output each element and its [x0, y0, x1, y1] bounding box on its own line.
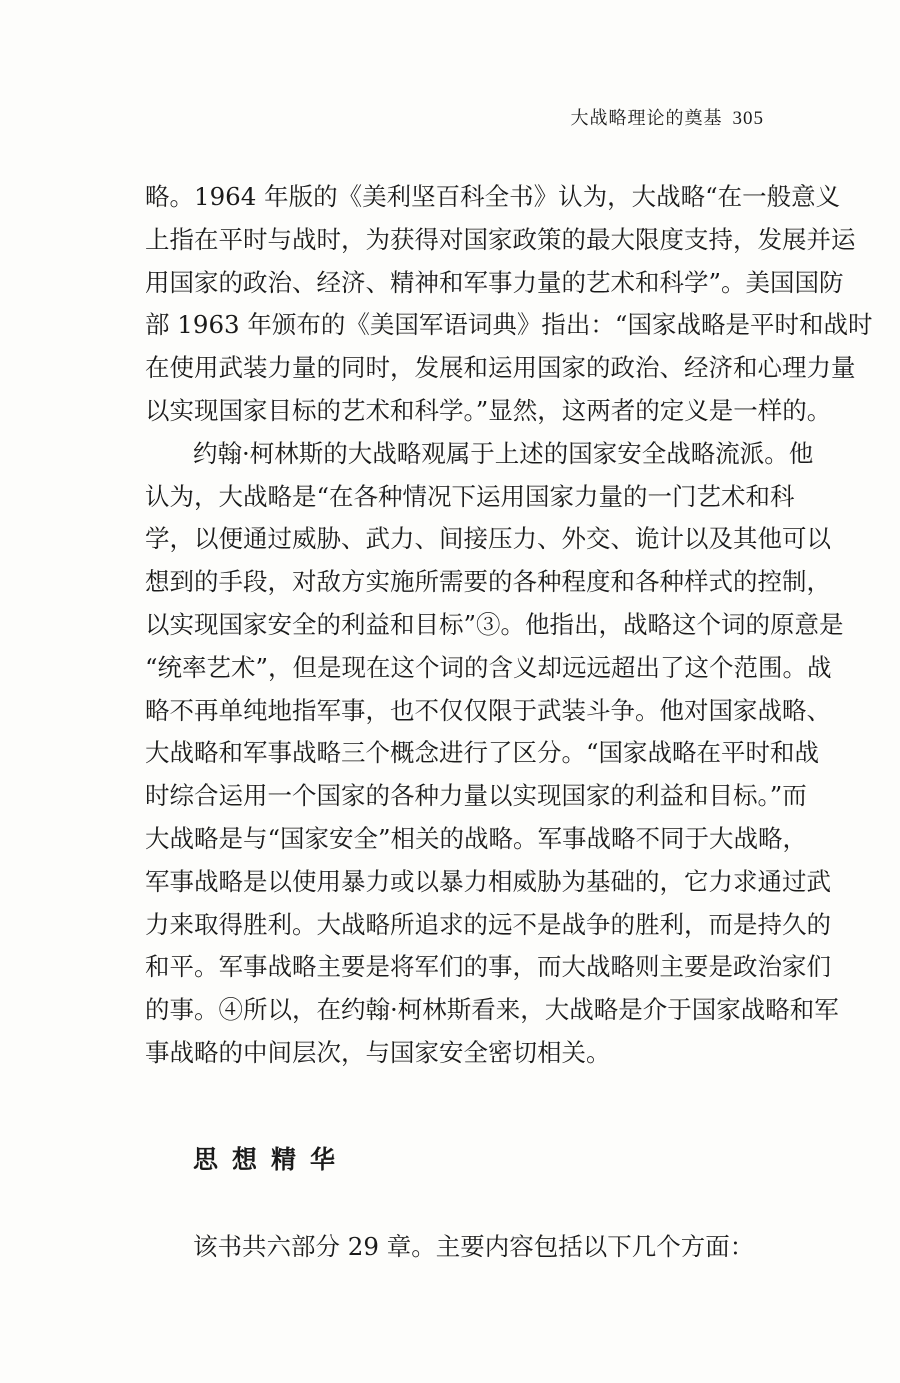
text-line: 认为，大战略是“在各种情况下运用国家力量的一门艺术和科 — [145, 481, 795, 511]
paragraph-2 — [145, 433, 844, 1075]
section-heading: 思想精华 — [193, 1145, 350, 1174]
text-line: “统率艺术”，但是现在这个词的含义却远远超出了这个范围。战 — [145, 652, 832, 682]
text-line: 大战略和军事战略三个概念进行了区分。“国家战略在平时和战 — [145, 738, 820, 768]
chapter-title: 大战略理论的奠基 — [570, 108, 723, 129]
text-line: 力来取得胜利。大战略所追求的远不是战争的胜利，而是持久的 — [145, 909, 831, 939]
text-line: 以实现国家安全的利益和目标”③。他指出，战略这个词的原意是 — [145, 609, 844, 639]
text-line: 和平。军事战略主要是将军们的事，而大战略则主要是政治家们 — [145, 952, 831, 982]
paragraph-1 — [145, 176, 873, 433]
text-line: 在使用武装力量的同时，发展和运用国家的政治、经济和心理力量 — [145, 353, 856, 383]
text-line: 用国家的政治、经济、精神和军事力量的艺术和科学”。美国国防 — [145, 267, 844, 297]
text-line: 约翰·柯林斯的大战略观属于上述的国家安全战略流派。他 — [193, 438, 814, 468]
text-line: 的事。④所以，在约翰·柯林斯看来，大战略是介于国家战略和军 — [145, 995, 839, 1025]
text-line: 部 1963 年颁布的《美国军语词典》指出：“国家战略是平时和战时 — [145, 310, 873, 340]
text-line: 学，以便通过威胁、武力、间接压力、外交、诡计以及其他可以 — [145, 524, 831, 554]
page-number: 305 — [732, 108, 764, 129]
text-line: 上指在平时与战时，为获得对国家政策的最大限度支持，发展并运 — [145, 224, 856, 254]
body-text — [145, 176, 873, 1075]
text-line: 事战略的中间层次，与国家安全密切相关。 — [145, 1037, 611, 1067]
section-intro: 该书共六部分 29 章。主要内容包括以下几个方面： — [193, 1232, 755, 1261]
running-header — [571, 104, 765, 130]
text-line: 略不再单纯地指军事，也不仅仅限于武装斗争。他对国家战略、 — [145, 695, 831, 725]
text-line: 略。1964 年版的《美利坚百科全书》认为，大战略“在一般意义 — [145, 182, 841, 211]
text-line: 以实现国家目标的艺术和科学。”显然，这两者的定义是一样的。 — [145, 395, 832, 425]
text-line: 军事战略是以使用暴力或以暴力相威胁为基础的，它力求通过武 — [145, 866, 831, 896]
text-line: 时综合运用一个国家的各种力量以实现国家的利益和目标。”而 — [145, 781, 807, 811]
text-line: 想到的手段，对敌方实施所需要的各种程度和各种样式的控制， — [145, 567, 831, 597]
text-line: 大战略是与“国家安全”相关的战略。军事战略不同于大战略， — [145, 823, 808, 853]
